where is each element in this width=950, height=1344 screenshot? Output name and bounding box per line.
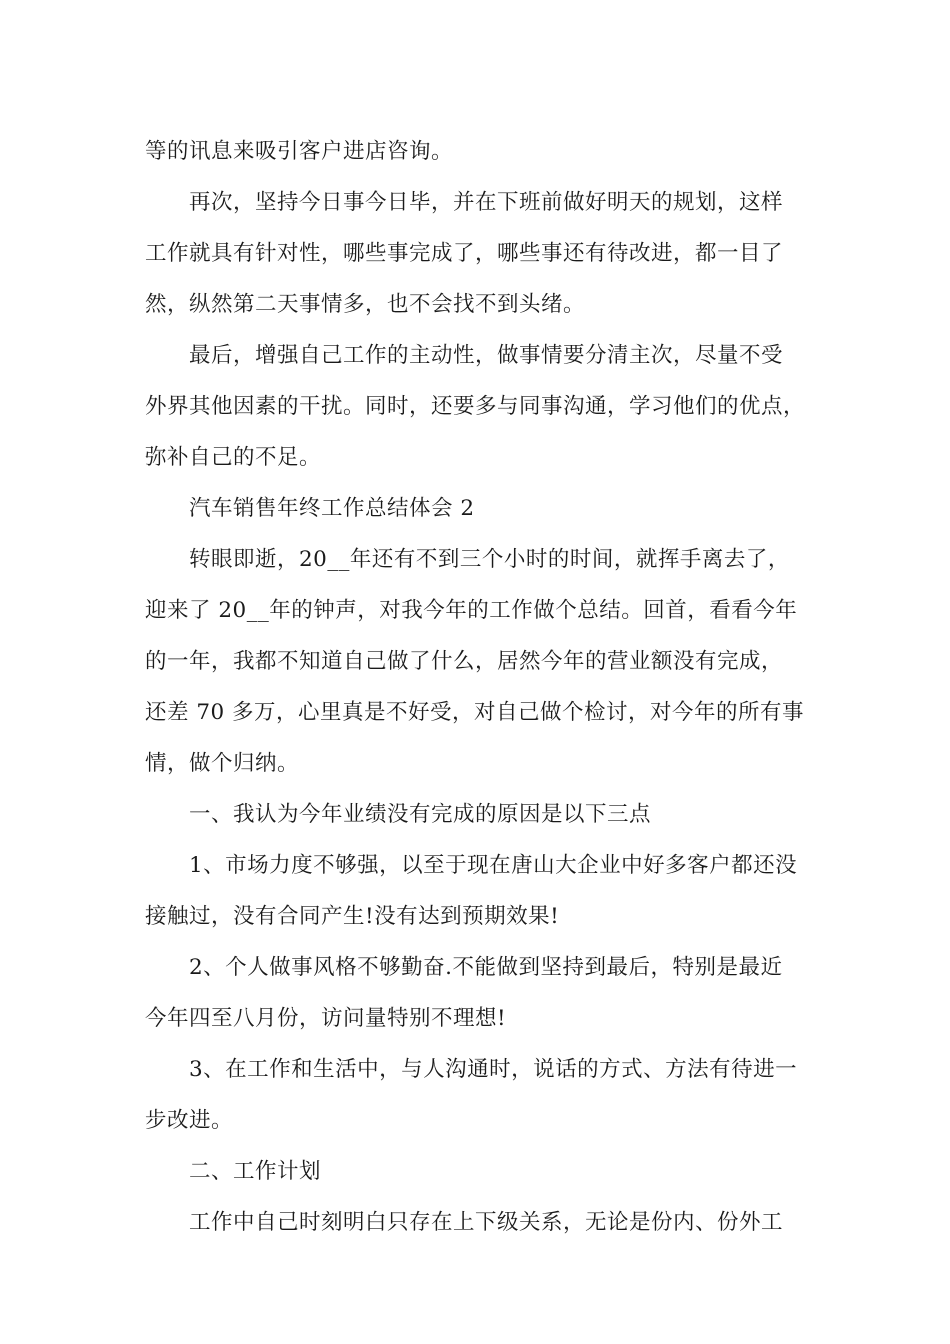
text-line: 工作中自己时刻明白只存在上下级关系，无论是份内、份外工 xyxy=(189,1210,784,1235)
text-line: 工作就具有针对性，哪些事完成了，哪些事还有待改进，都一目了 xyxy=(145,241,784,266)
text-line: 情，做个归纳。 xyxy=(145,751,300,776)
text-line: 然，纵然第二天事情多，也不会找不到头绪。 xyxy=(145,292,586,317)
text-line: 弥补自己的不足。 xyxy=(145,445,322,470)
subsection-heading: 二、工作计划 xyxy=(189,1159,322,1184)
text-line: 再次，坚持今日事今日毕，并在下班前做好明天的规划，这样 xyxy=(189,190,784,215)
document-body xyxy=(145,126,815,1248)
text-line: 今年四至八月份，访问量特别不理想! xyxy=(145,1006,507,1031)
list-item: 3、在工作和生活中，与人沟通时，说话的方式、方法有待进一 xyxy=(189,1057,798,1082)
text-line: 等的讯息来吸引客户进店咨询。 xyxy=(145,139,454,164)
text-line: 接触过，没有合同产生!没有达到预期效果! xyxy=(145,904,560,929)
text-line: 外界其他因素的干扰。同时，还要多与同事沟通，学习他们的优点， xyxy=(145,394,806,419)
text-line: 步改进。 xyxy=(145,1108,234,1133)
text-line: 迎来了 20__年的钟声，对我今年的工作做个总结。回首，看看今年 xyxy=(145,598,798,623)
section-heading: 汽车销售年终工作总结体会 2 xyxy=(189,496,475,521)
text-line: 转眼即逝，20__年还有不到三个小时的时间，就挥手离去了， xyxy=(189,547,790,572)
text-line: 还差 70 多万，心里真是不好受，对自己做个检讨，对今年的所有事 xyxy=(145,700,805,725)
list-item: 2、个人做事风格不够勤奋.不能做到坚持到最后，特别是最近 xyxy=(189,955,783,980)
text-line: 最后，增强自己工作的主动性，做事情要分清主次，尽量不受 xyxy=(189,343,784,368)
text-line: 的一年，我都不知道自己做了什么，居然今年的营业额没有完成， xyxy=(145,649,784,674)
list-item: 1、市场力度不够强，以至于现在唐山大企业中好多客户都还没 xyxy=(189,853,798,878)
subsection-heading: 一、我认为今年业绩没有完成的原因是以下三点 xyxy=(189,802,652,827)
